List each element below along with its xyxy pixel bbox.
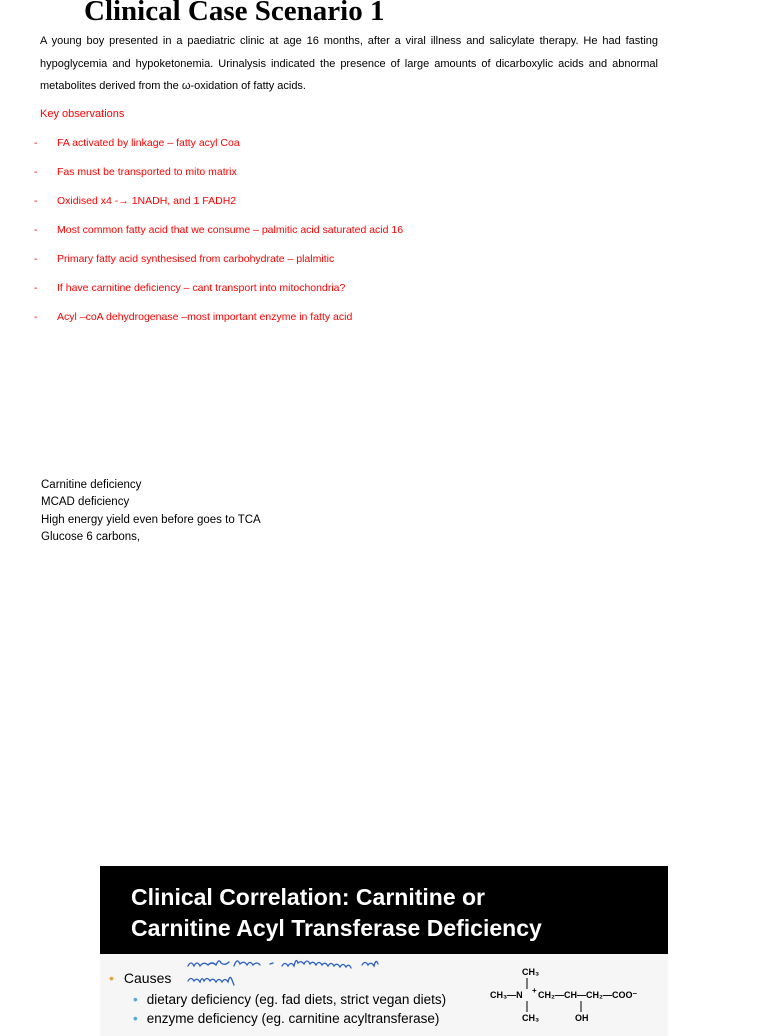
- case-intro-paragraph: A young boy presented in a paediatric clinic at age 16 months, after a viral illness and salicylate therapy. He had fasting hypoglycemia and hypoketonemia. Urinalysis indicated the presence of large amounts of dicarboxylic acids and abnormal metabolites derived from the ω-oxidation of fatty acids.: [40, 35, 658, 92]
- bullet-dot-icon: •: [133, 1011, 138, 1026]
- bullet-dot-icon: •: [109, 970, 114, 986]
- embedded-slide: [100, 866, 668, 1036]
- sub-bullet-text: enzyme deficiency (eg. carnitine acyltransferase): [146, 1011, 440, 1026]
- slide-header: [100, 866, 668, 954]
- structure-label-top: CH₃: [522, 967, 540, 977]
- slide-title: [131, 882, 542, 944]
- sub-bullet-item: [133, 1011, 439, 1027]
- note-line: Glucose 6 carbons,: [41, 530, 141, 543]
- sub-bullet-text: dietary deficiency (eg. fad diets, strict vegan diets): [146, 992, 447, 1007]
- bullet-dot-icon: •: [133, 992, 138, 1007]
- observation-text: Acyl –coA dehydrogenase –most important enzyme in fatty acid: [57, 311, 353, 323]
- dash-bullet: -: [34, 166, 38, 178]
- carnitine-structure-diagram: [488, 965, 666, 1027]
- causes-label: Causes: [123, 970, 172, 986]
- dash-bullet: -: [34, 195, 38, 207]
- observation-text: FA activated by linkage – fatty acyl Coa: [57, 137, 240, 149]
- observation-text: If have carnitine deficiency – cant transport into mitochondria?: [57, 282, 346, 294]
- dash-bullet: -: [34, 311, 38, 323]
- handwritten-annotation: [186, 954, 456, 988]
- dash-bullet: -: [34, 224, 38, 236]
- notes-block: [41, 477, 261, 546]
- causes-bullet: [109, 969, 171, 987]
- structure-label-main-right: CH₂—CH—CH₂—COO⁻: [538, 990, 638, 1000]
- structure-label-charge: +: [532, 986, 537, 995]
- observation-text: Fas must be transported to mito matrix: [57, 166, 237, 178]
- structure-label-main-left: CH₃—N: [490, 990, 523, 1000]
- observation-text: Primary fatty acid synthesised from carbohydrate – plalmitic: [57, 253, 335, 265]
- note-line: High energy yield even before goes to TCA: [41, 513, 261, 526]
- slide-title-line: Carnitine Acyl Transferase Deficiency: [131, 915, 542, 941]
- key-observations-heading: Key observations: [40, 108, 125, 120]
- dash-bullet: -: [34, 282, 38, 294]
- structure-label-bottom-right: OH: [575, 1013, 589, 1023]
- note-line: MCAD deficiency: [41, 496, 130, 509]
- observation-text: Most common fatty acid that we consume – palmitic acid saturated acid 16: [57, 224, 404, 236]
- dash-bullet: -: [34, 253, 38, 265]
- slide-title-line: Clinical Correlation: Carnitine or: [131, 884, 485, 910]
- page-title: Clinical Case Scenario 1: [84, 0, 385, 27]
- observation-text: Oxidised x4 -→ 1NADH, and 1 FADH2: [57, 195, 237, 207]
- note-line: Carnitine deficiency: [41, 479, 142, 491]
- structure-label-bottom-left: CH₃: [522, 1013, 540, 1023]
- sub-bullet-item: [133, 992, 446, 1008]
- dash-bullet: -: [34, 137, 38, 149]
